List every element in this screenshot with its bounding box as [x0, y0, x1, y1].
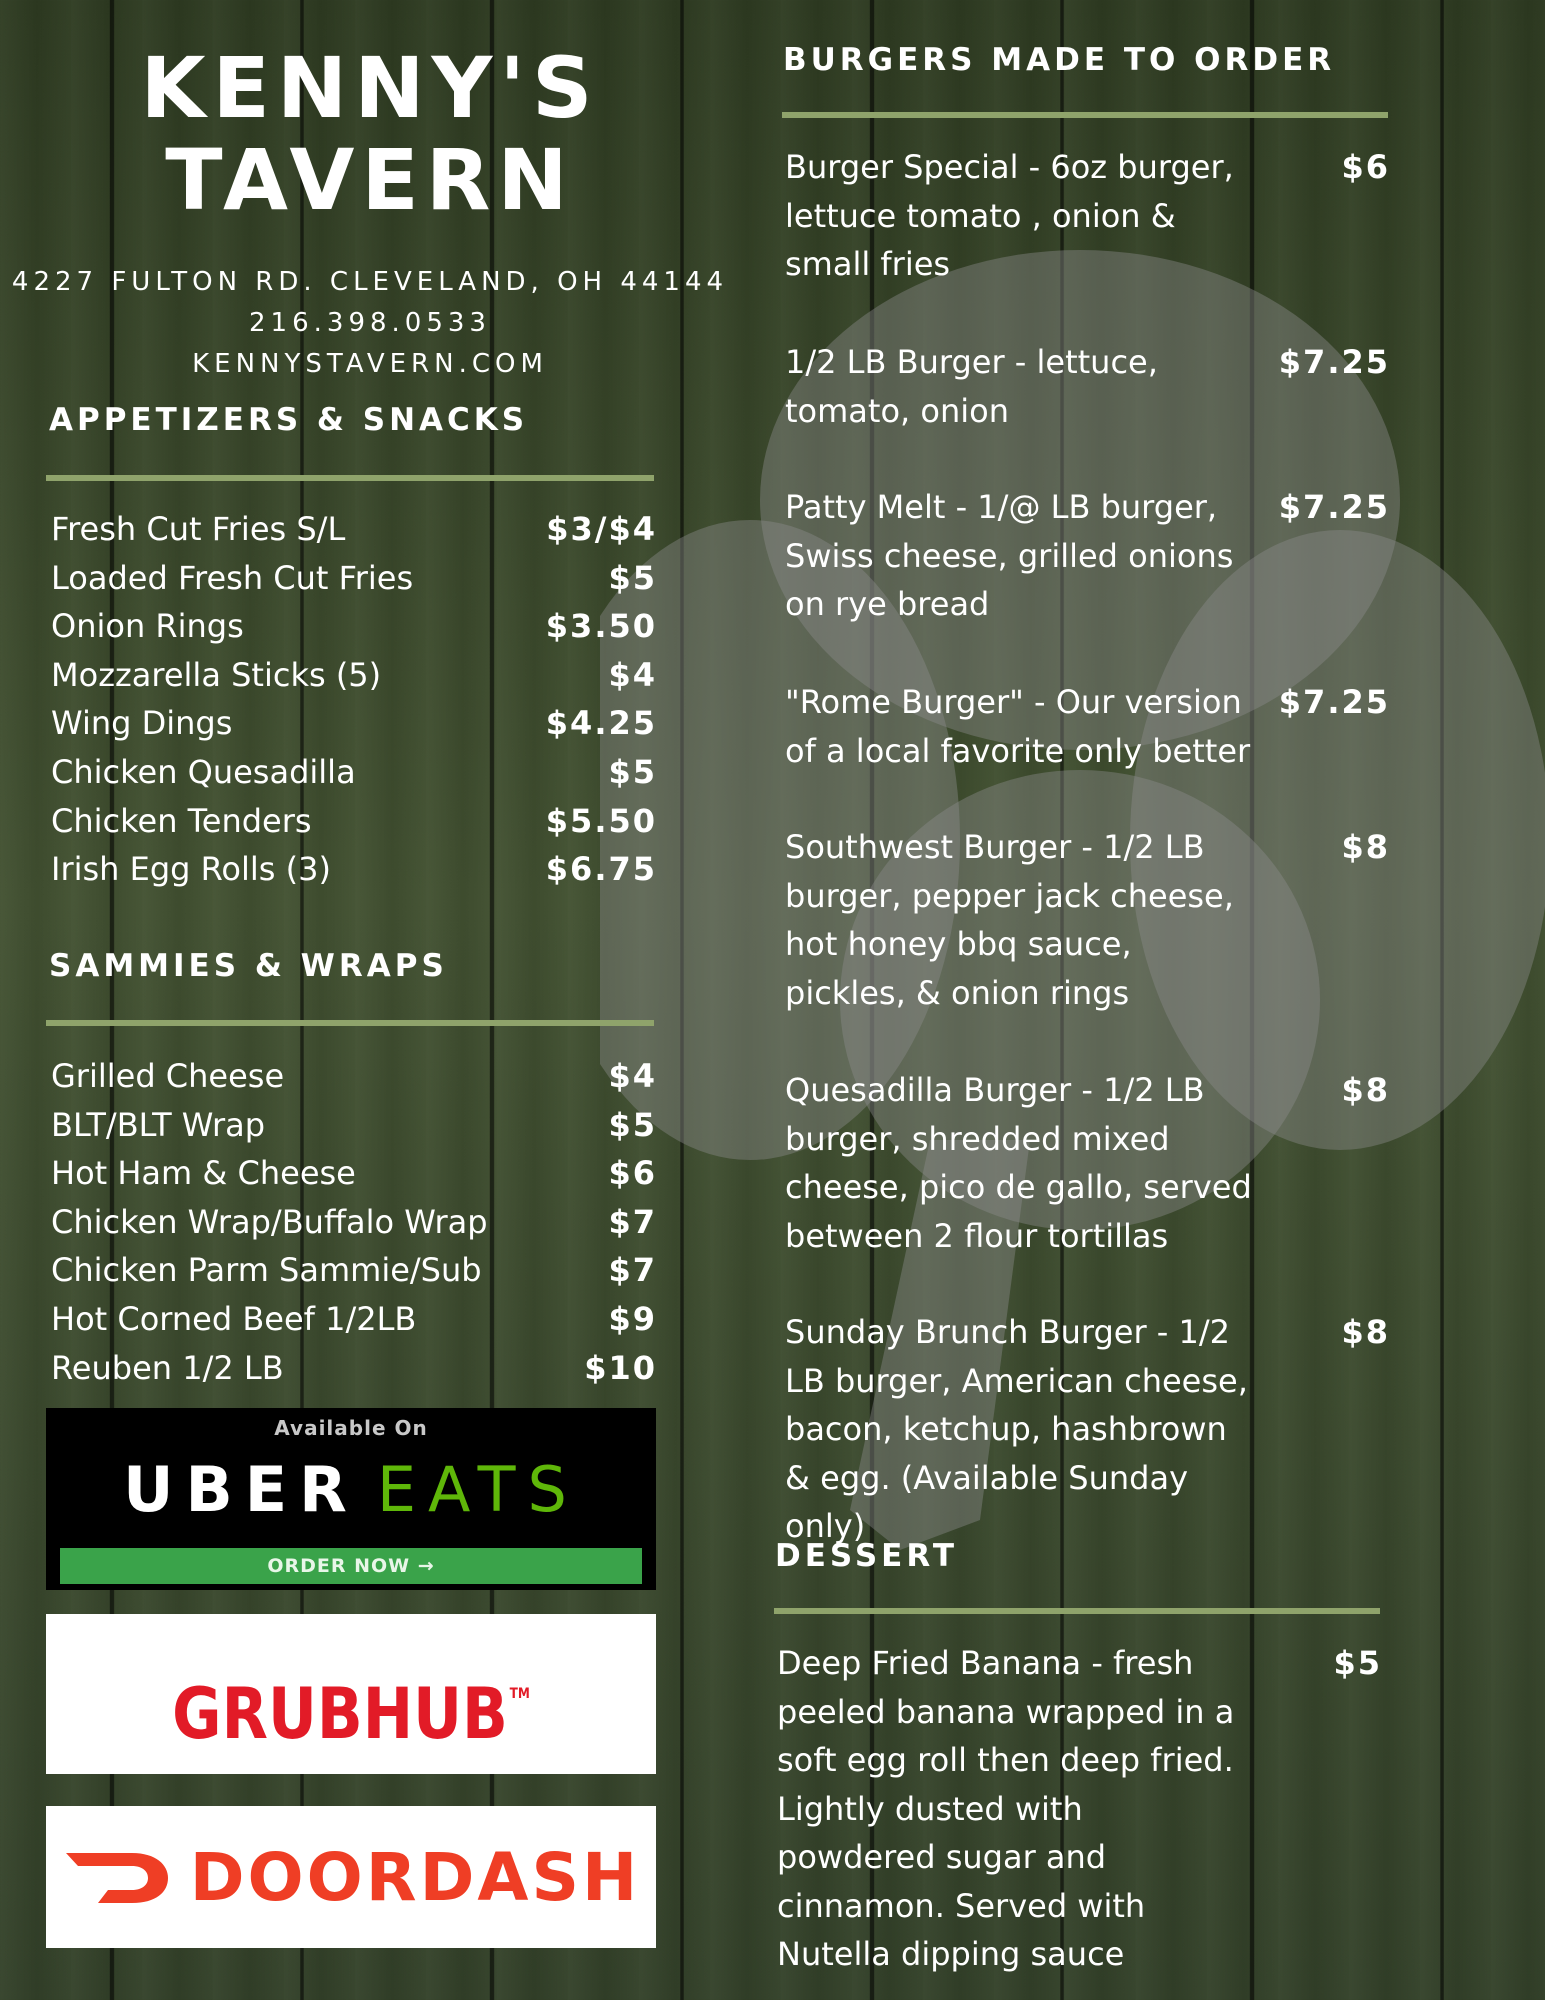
restaurant-name-line1: KENNY'S — [140, 39, 600, 137]
menu-item — [51, 797, 657, 846]
item-price: $3.50 — [545, 607, 657, 646]
item-name: Sunday Brunch Burger - 1/2 LB burger, American cheese, bacon, ketchup, hashbrown & egg. (Available Sunday only) — [785, 1313, 1248, 1545]
item-name: Chicken Parm Sammie/Sub — [51, 1251, 482, 1290]
item-name: Wing Dings — [51, 704, 233, 743]
phone-number: 216.398.0533 — [249, 308, 491, 338]
grubhub-badge[interactable] — [46, 1614, 656, 1774]
sammies-heading: SAMMIES & WRAPS — [49, 948, 448, 984]
item-price: $5 — [608, 1105, 657, 1144]
grubhub-wordmark: GRUBHUB — [172, 1673, 508, 1755]
sammies-list — [51, 1052, 657, 1392]
menu-item — [51, 1246, 657, 1295]
item-price: $4.25 — [545, 704, 657, 743]
dessert-heading: DESSERT — [775, 1538, 958, 1574]
item-name: Mozzarella Sticks (5) — [51, 655, 382, 694]
item-price: $4 — [608, 1057, 657, 1095]
menu-item — [51, 1198, 657, 1247]
menu-item — [51, 602, 657, 651]
item-name: Grilled Cheese — [51, 1057, 285, 1095]
restaurant-name-line2: TAVERN — [165, 131, 575, 229]
burgers-divider — [782, 112, 1388, 118]
item-name: Southwest Burger - 1/2 LB burger, pepper jack cheese, hot honey bbq sauce, pickles, & onion rings — [785, 828, 1234, 1012]
appetizers-divider — [46, 475, 654, 481]
sammies-divider — [46, 1020, 654, 1026]
grubhub-logo — [89, 1614, 614, 1794]
item-name: BLT/BLT Wrap — [51, 1105, 266, 1144]
menu-item — [51, 845, 657, 894]
menu-item — [785, 143, 1390, 289]
menu-item — [51, 699, 657, 748]
item-price: $3/$4 — [546, 510, 657, 548]
item-price: $7.25 — [1278, 488, 1390, 526]
item-name: Chicken Quesadilla — [51, 752, 356, 791]
appetizers-heading: APPETIZERS & SNACKS — [49, 402, 529, 438]
doordash-wordmark: DOORDASH — [189, 1838, 641, 1916]
menu-item — [785, 1308, 1390, 1551]
address: 4227 FULTON RD. CLEVELAND, OH 44144 — [11, 267, 729, 297]
menu-item — [785, 823, 1390, 1017]
doordash-badge[interactable] — [46, 1806, 656, 1948]
menu-item — [785, 678, 1390, 775]
burgers-heading: BURGERS MADE TO ORDER — [783, 42, 1336, 78]
brand-header — [0, 39, 740, 385]
item-name: Hot Ham & Cheese — [51, 1154, 356, 1193]
item-price: $5 — [1333, 1644, 1382, 1682]
item-price: $9 — [608, 1299, 657, 1338]
item-name: Hot Corned Beef 1/2LB — [51, 1299, 417, 1338]
item-price: $8 — [1341, 828, 1390, 866]
menu-item — [51, 748, 657, 797]
contact-info — [0, 262, 740, 385]
item-name: "Rome Burger" - Our version of a local favorite only better — [785, 683, 1251, 770]
uber-word: UBER — [123, 1453, 359, 1526]
item-price: $4 — [608, 655, 657, 694]
item-name: Deep Fried Banana - fresh peeled banana wrapped in a soft egg roll then deep fried. Lightly dusted with powdered sugar and cinnamon. Served with Nutella dipping sauce — [777, 1644, 1235, 1973]
item-name: Reuben 1/2 LB — [51, 1348, 284, 1387]
item-price: $8 — [1341, 1071, 1390, 1109]
menu-item — [785, 338, 1390, 435]
menu-item — [785, 483, 1390, 629]
item-price: $6 — [608, 1154, 657, 1193]
item-name: 1/2 LB Burger - lettuce, tomato, onion — [785, 343, 1158, 430]
item-name: Chicken Tenders — [51, 801, 312, 840]
restaurant-name — [0, 39, 740, 229]
item-price: $7.25 — [1278, 683, 1390, 721]
menu-item — [51, 1344, 657, 1393]
item-name: Loaded Fresh Cut Fries — [51, 558, 414, 597]
uber-eats-badge[interactable] — [46, 1408, 656, 1590]
menu-item — [51, 554, 657, 603]
menu-item — [51, 651, 657, 700]
menu-item — [777, 1639, 1382, 1979]
menu-item — [51, 1052, 657, 1101]
item-name: Irish Egg Rolls (3) — [51, 850, 331, 889]
doordash-icon — [62, 1845, 172, 1909]
eats-word: EATS — [376, 1453, 579, 1526]
item-price: $6 — [1341, 148, 1390, 186]
uber-eats-logo — [46, 1450, 656, 1530]
item-price: $10 — [584, 1348, 657, 1387]
item-price: $5 — [608, 752, 657, 791]
item-name: Fresh Cut Fries S/L — [51, 510, 346, 548]
menu-item — [51, 1149, 657, 1198]
item-price: $5 — [608, 558, 657, 597]
item-name: Quesadilla Burger - 1/2 LB burger, shredded mixed cheese, pico de gallo, served between 2 flour tortillas — [785, 1071, 1252, 1255]
available-on-label: Available On — [274, 1416, 428, 1440]
appetizers-list — [51, 505, 657, 894]
website: KENNYSTAVERN.COM — [192, 349, 548, 379]
item-price: $7 — [608, 1202, 657, 1241]
item-name: Chicken Wrap/Buffalo Wrap — [51, 1202, 488, 1241]
item-price: $7 — [608, 1251, 657, 1290]
dessert-list — [777, 1639, 1382, 1973]
item-price: $7.25 — [1278, 343, 1390, 381]
burgers-list — [785, 143, 1390, 1545]
item-price: $5.50 — [545, 801, 657, 840]
item-name: Burger Special - 6oz burger, lettuce tomato , onion & small fries — [785, 148, 1234, 283]
item-name: Onion Rings — [51, 607, 244, 646]
item-name: Patty Melt - 1/@ LB burger, Swiss cheese, grilled onions on rye bread — [785, 488, 1234, 623]
menu-item — [785, 1066, 1390, 1260]
menu-item — [51, 505, 657, 554]
dessert-divider — [774, 1608, 1380, 1614]
item-price: $6.75 — [545, 850, 657, 889]
menu-item — [51, 1295, 657, 1344]
trademark-mark: TM — [509, 1686, 530, 1702]
order-now-button[interactable]: ORDER NOW → — [60, 1548, 642, 1584]
menu-item — [51, 1101, 657, 1150]
doordash-logo — [46, 1806, 656, 1948]
item-price: $8 — [1341, 1313, 1390, 1351]
